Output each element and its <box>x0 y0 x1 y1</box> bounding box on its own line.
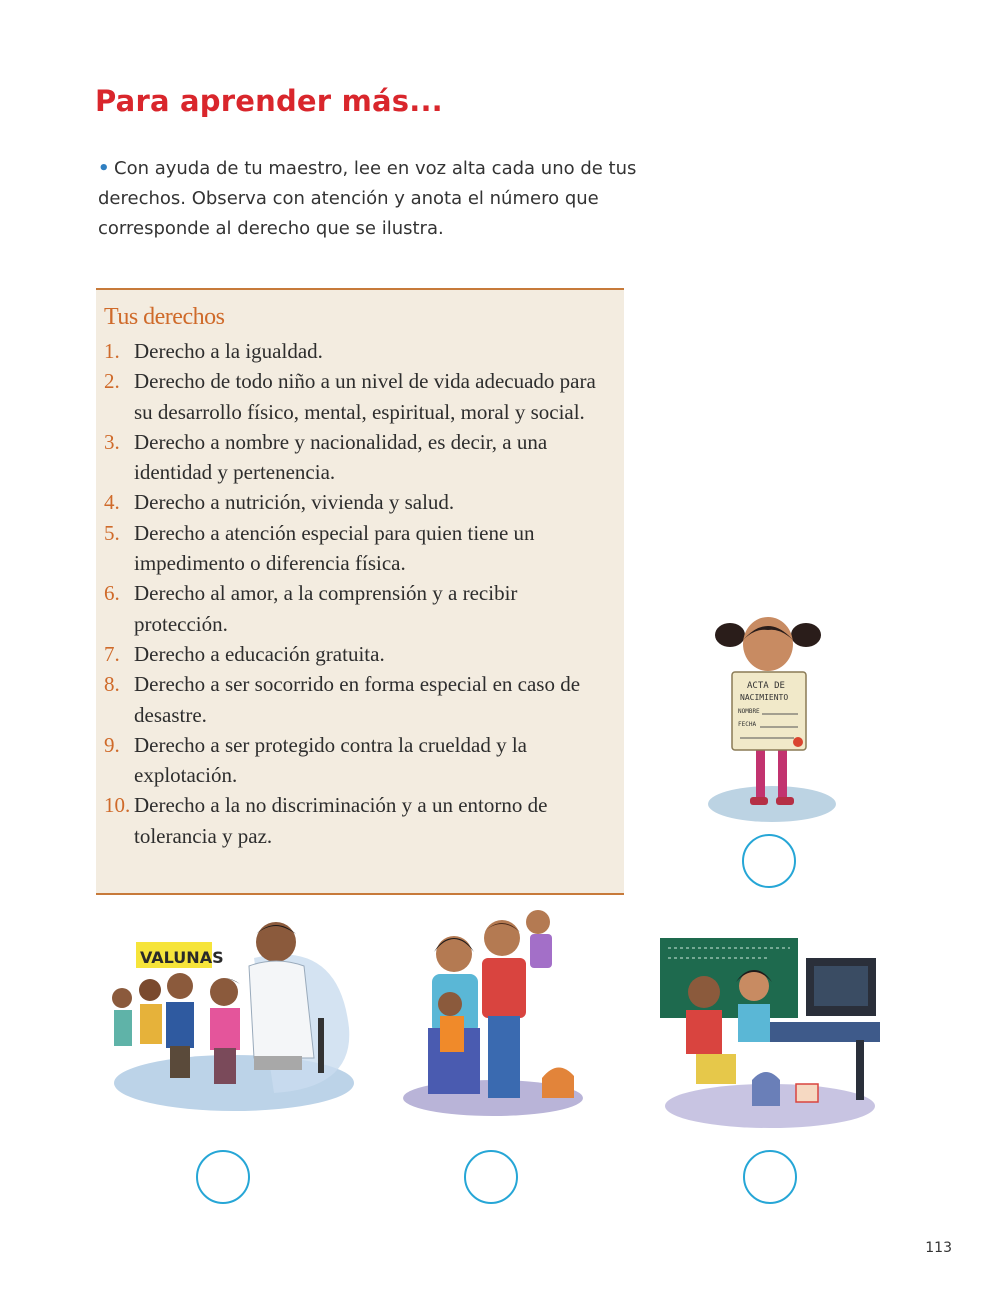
child-body <box>114 1010 132 1046</box>
pigtail <box>715 623 745 647</box>
right-text: Derecho a educación gratuita. <box>134 641 385 666</box>
right-number: 10. <box>104 793 131 818</box>
right-number: 8. <box>104 672 120 697</box>
right-item-3 <box>104 427 614 488</box>
chair <box>318 1018 324 1073</box>
bullet-icon: • <box>98 158 110 179</box>
child-head <box>167 973 193 999</box>
right-item-4 <box>104 487 614 517</box>
mother-head <box>436 936 472 972</box>
backpack-icon <box>752 1072 780 1106</box>
floor-shadow <box>708 786 836 822</box>
child-body <box>210 1008 240 1050</box>
books-stack <box>696 1054 736 1084</box>
right-number: 3. <box>104 429 120 454</box>
vaccines-illustration <box>104 918 364 1118</box>
face <box>743 617 793 671</box>
certificate-line2: NACIMIENTO <box>740 693 789 702</box>
answer-circle-1[interactable] <box>742 834 796 888</box>
answer-circle-3[interactable] <box>464 1150 518 1204</box>
right-text: Derecho a la igualdad. <box>134 339 323 363</box>
education-illustration <box>660 934 890 1134</box>
rights-list <box>104 336 614 851</box>
girl-head <box>526 910 550 934</box>
father-head <box>484 920 520 956</box>
child-legs <box>170 1046 190 1078</box>
right-number: 4. <box>104 490 120 515</box>
child-head <box>112 988 132 1008</box>
doctor-head <box>256 922 296 962</box>
boy-head <box>688 976 720 1008</box>
father-shirt <box>482 958 526 1018</box>
desk-leg <box>856 1040 864 1100</box>
rights-box <box>96 288 624 895</box>
child-legs <box>214 1048 236 1084</box>
girl-body <box>530 934 552 968</box>
right-item-8 <box>104 669 614 730</box>
doctor-pants <box>254 1056 302 1070</box>
right-item-6 <box>104 578 614 639</box>
right-text: Derecho de todo niño a un nivel de vida adecuado para su desarrollo físico, mental, espiritual, moral y social. <box>134 369 596 424</box>
birth-certificate-illustration <box>700 612 850 827</box>
right-text: Derecho a nombre y nacionalidad, es decir, a una identidad y pertenencia. <box>134 429 548 485</box>
right-item-9 <box>104 730 614 791</box>
child-body <box>140 1004 162 1044</box>
right-item-10 <box>104 790 614 851</box>
answer-circle-4[interactable] <box>743 1150 797 1204</box>
instructions-text: Con ayuda de tu maestro, lee en voz alta cada uno de tus derechos. Observa con atención y anota el número que corresponde al derecho que se ilustra. <box>98 158 637 239</box>
cat-icon <box>542 1067 574 1098</box>
right-item-2 <box>104 366 614 427</box>
right-item-1 <box>104 336 614 366</box>
chalkboard <box>660 938 798 1018</box>
right-number: 6. <box>104 581 120 606</box>
answer-circle-2[interactable] <box>196 1150 250 1204</box>
child-head <box>139 979 161 1001</box>
right-number: 1. <box>104 339 120 363</box>
certificate-field2: FECHA <box>738 721 757 728</box>
right-text: Derecho al amor, a la comprensión y a recibir protección. <box>134 581 518 636</box>
certificate-line1: ACTA DE <box>747 681 785 691</box>
girl-head <box>739 971 769 1001</box>
girl-body <box>738 1004 770 1042</box>
right-number: 9. <box>104 732 120 757</box>
doctor-coat <box>249 961 314 1058</box>
shoe <box>776 797 794 805</box>
page-title: Para aprender más... <box>95 84 443 118</box>
right-number: 7. <box>104 641 120 666</box>
vaccines-sign-text: VALUNAS <box>140 948 224 967</box>
seal-icon <box>793 737 803 747</box>
right-item-5 <box>104 518 614 579</box>
child-head <box>210 978 238 1006</box>
family-illustration <box>398 908 588 1118</box>
page-number: 113 <box>925 1240 952 1256</box>
boy-body <box>686 1010 722 1054</box>
right-number: 5. <box>104 520 120 545</box>
shoe <box>750 797 768 805</box>
rights-title: Tus derechos <box>104 304 225 330</box>
right-item-7 <box>104 639 614 669</box>
leg <box>778 742 787 802</box>
right-text: Derecho a ser socorrido en forma especial en caso de desastre. <box>134 672 581 727</box>
certificate-field1: NOMBRE <box>738 708 760 715</box>
child-body <box>166 1002 194 1048</box>
bag-icon <box>796 1084 818 1102</box>
right-text: Derecho a nutrición, vivienda y salud. <box>134 490 455 515</box>
right-text: Derecho a atención especial para quien tiene un impedimento o diferencia física. <box>134 520 535 576</box>
child-head <box>438 992 462 1016</box>
instructions <box>98 154 698 244</box>
leg <box>756 742 765 802</box>
computer-screen <box>814 966 868 1006</box>
right-text: Derecho a la no discriminación y a un entorno de tolerancia y paz. <box>134 793 548 848</box>
pigtail <box>791 623 821 647</box>
right-number: 2. <box>104 369 120 394</box>
child-body <box>440 1016 464 1052</box>
father-pants <box>488 1016 520 1098</box>
right-text: Derecho a ser protegido contra la crueldad y la explotación. <box>134 732 527 788</box>
